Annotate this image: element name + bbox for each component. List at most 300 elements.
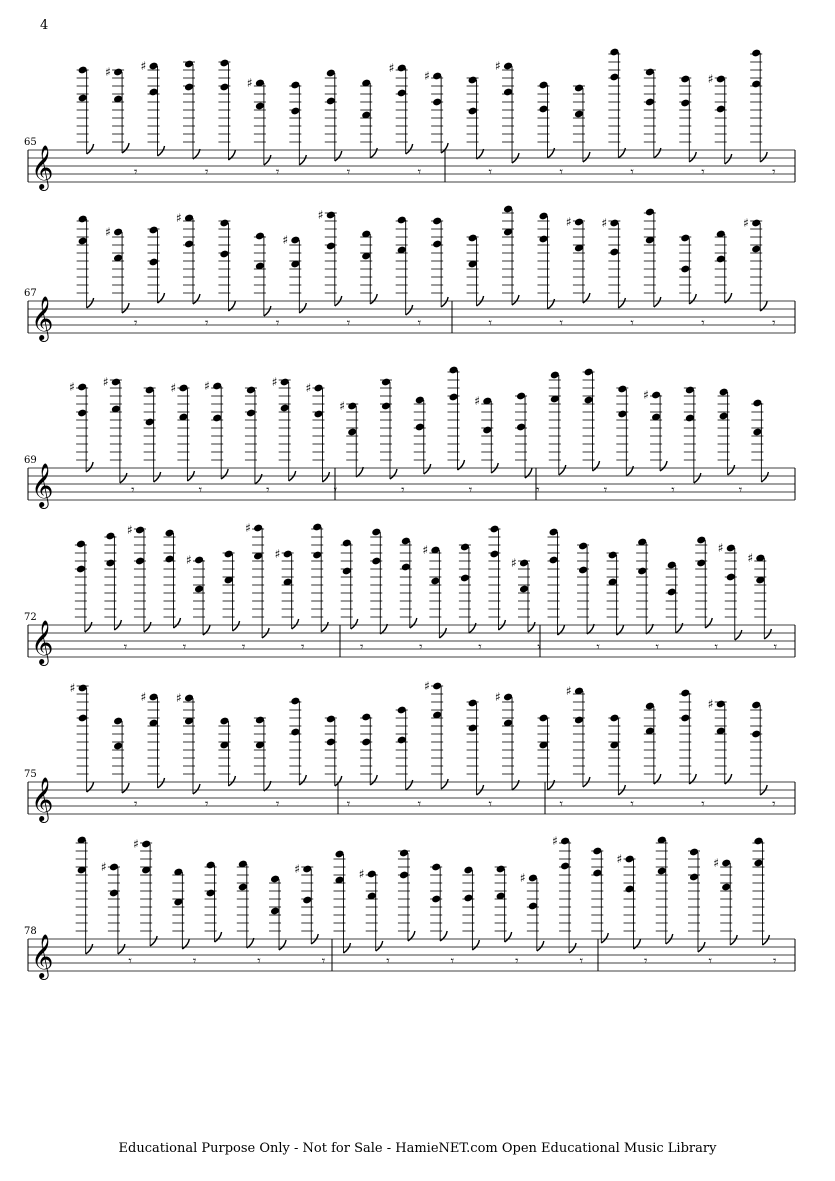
sharp-icon: ♯	[69, 681, 76, 695]
note-chord	[141, 59, 165, 156]
page-number: 4	[40, 18, 49, 33]
note-head	[516, 423, 526, 432]
note-head	[219, 219, 229, 228]
note-head	[361, 713, 371, 722]
treble-clef-icon: 𝄞	[31, 777, 54, 821]
note-chord	[105, 225, 129, 313]
note-head	[290, 728, 300, 737]
note-head	[516, 392, 526, 401]
note-chord	[380, 378, 397, 479]
note-chord	[289, 81, 306, 165]
note-flag	[689, 294, 696, 304]
note-flag	[158, 146, 165, 156]
note-flag	[441, 779, 448, 789]
note-head	[574, 218, 584, 227]
note-flag	[406, 305, 413, 315]
note-head	[326, 97, 336, 106]
note-flag	[299, 775, 306, 785]
note-head	[726, 544, 736, 553]
note-head	[528, 874, 538, 883]
note-chord	[583, 368, 600, 471]
rest-icon: 𝄾	[346, 165, 351, 180]
treble-clef-icon: 𝄞	[31, 934, 54, 978]
sharp-icon: ♯	[510, 556, 517, 570]
rest-icon: 𝄾	[198, 483, 203, 498]
note-head	[680, 234, 690, 243]
note-head	[76, 565, 86, 574]
rest-icon: 𝄾	[772, 954, 777, 969]
note-head	[430, 577, 440, 586]
note-head	[645, 208, 655, 217]
note-head	[148, 62, 158, 71]
treble-clef-icon: 𝄞	[31, 296, 54, 340]
note-head	[578, 542, 588, 551]
note-chord	[396, 216, 413, 315]
note-flag	[537, 941, 544, 951]
note-head	[645, 98, 655, 107]
note-chord	[591, 847, 608, 943]
note-head	[460, 543, 470, 552]
note-head	[397, 736, 407, 745]
note-chord	[488, 525, 505, 630]
note-flag	[618, 148, 625, 158]
sharp-icon: ♯	[133, 837, 139, 851]
note-head	[432, 98, 442, 107]
note-chord	[183, 60, 200, 159]
note-head	[184, 83, 194, 92]
note-head	[313, 384, 323, 393]
note-head	[326, 242, 336, 251]
note-chord	[127, 523, 151, 632]
note-flag	[583, 293, 590, 303]
note-head	[255, 716, 265, 725]
note-chord	[104, 532, 121, 630]
note-flag	[150, 936, 157, 946]
note-flag	[760, 152, 767, 162]
note-head	[721, 859, 731, 868]
note-head	[212, 414, 222, 423]
note-flag	[292, 619, 299, 629]
note-head	[219, 717, 229, 726]
note-flag	[122, 303, 129, 313]
note-flag	[390, 469, 397, 479]
sharp-icon: ♯	[713, 856, 720, 870]
note-head	[608, 551, 618, 560]
note-head	[238, 883, 248, 892]
note-flag	[441, 297, 448, 307]
note-flag	[122, 783, 129, 793]
rest-icon: 𝄾	[321, 954, 326, 969]
note-flag	[87, 298, 94, 308]
note-flag	[705, 618, 712, 628]
note-chord	[616, 385, 633, 476]
note-head	[645, 702, 655, 711]
note-head	[113, 68, 123, 77]
note-chord	[549, 371, 566, 475]
note-flag	[87, 144, 94, 154]
note-chord	[77, 66, 94, 154]
note-head	[696, 559, 706, 568]
note-head	[164, 555, 174, 564]
note-flag	[120, 473, 127, 483]
note-head	[312, 523, 322, 532]
note-head	[109, 863, 119, 872]
note-head	[194, 556, 204, 565]
note-flag	[689, 774, 696, 784]
note-flag	[583, 152, 590, 162]
note-chord	[76, 836, 93, 954]
note-flag	[144, 622, 151, 632]
sharp-icon: ♯	[616, 852, 623, 866]
sharp-icon: ♯	[495, 59, 501, 73]
note-head	[574, 716, 584, 725]
note-head	[77, 383, 87, 392]
note-head	[609, 48, 619, 57]
note-chord	[708, 697, 732, 784]
note-chord	[743, 216, 767, 311]
note-chord	[275, 547, 299, 629]
note-head	[342, 539, 352, 548]
note-head	[342, 567, 352, 576]
note-chord	[752, 837, 769, 945]
note-chord	[467, 76, 484, 159]
note-head	[503, 693, 513, 702]
note-head	[617, 410, 627, 419]
note-head	[574, 84, 584, 93]
rest-icon: 𝄾	[300, 640, 305, 655]
note-chord	[666, 561, 683, 633]
sharp-icon: ♯	[282, 233, 289, 247]
note-flag	[424, 464, 431, 474]
note-flag	[264, 306, 271, 316]
note-flag	[512, 780, 519, 790]
note-head	[503, 62, 513, 71]
note-head	[716, 255, 726, 264]
note-head	[463, 894, 473, 903]
note-head	[431, 895, 441, 904]
note-chord	[101, 860, 125, 954]
sharp-icon: ♯	[175, 691, 182, 705]
note-head	[313, 410, 323, 419]
treble-clef-icon: 𝄞	[31, 620, 54, 664]
rest-icon: 𝄾	[714, 640, 718, 655]
note-head	[145, 418, 155, 427]
note-flag	[173, 618, 180, 628]
note-flag	[569, 943, 576, 953]
rest-icon: 𝄾	[333, 483, 338, 498]
note-head	[367, 870, 377, 879]
note-head	[401, 537, 411, 546]
rest-icon: 𝄾	[128, 954, 132, 969]
note-flag	[761, 472, 768, 482]
note-head	[135, 526, 145, 535]
note-chord	[163, 529, 180, 628]
rest-icon: 𝄾	[204, 316, 209, 331]
rest-icon: 𝄾	[559, 797, 563, 812]
note-head	[290, 81, 300, 90]
note-flag	[654, 297, 661, 307]
note-chord	[103, 375, 127, 483]
rest-icon: 𝄾	[630, 165, 634, 180]
note-chord	[218, 717, 235, 786]
note-head	[519, 559, 529, 568]
sharp-icon: ♯	[643, 388, 649, 402]
measure-number: 65	[24, 137, 37, 148]
note-flag	[406, 780, 413, 790]
sharp-icon: ♯	[565, 684, 572, 698]
sharp-icon: ♯	[294, 862, 301, 876]
note-chord	[713, 856, 737, 945]
note-chord	[341, 539, 358, 629]
note-head	[578, 566, 588, 575]
note-flag	[86, 944, 93, 954]
note-head	[609, 219, 619, 228]
note-flag	[118, 944, 125, 954]
note-head	[657, 867, 667, 876]
measure-number: 78	[24, 926, 37, 937]
note-chord	[339, 399, 363, 477]
note-head	[752, 399, 762, 408]
rest-icon: 𝄾	[701, 797, 705, 812]
sharp-icon: ♯	[422, 543, 429, 557]
note-head	[401, 563, 411, 572]
note-flag	[676, 623, 683, 633]
note-head	[347, 428, 357, 437]
note-head	[148, 226, 158, 235]
note-flag	[376, 941, 383, 951]
sharp-icon: ♯	[175, 211, 182, 225]
note-flag	[626, 466, 633, 476]
note-flag	[255, 474, 262, 484]
note-head	[431, 863, 441, 872]
rest-icon: 𝄾	[773, 640, 778, 655]
note-head	[584, 396, 594, 405]
note-chord	[237, 860, 254, 948]
note-chord	[750, 701, 767, 795]
note-head	[381, 378, 391, 387]
note-head	[76, 540, 86, 549]
note-head	[105, 532, 115, 541]
note-flag	[617, 625, 624, 635]
note-head	[219, 59, 229, 68]
rest-icon: 𝄾	[515, 954, 519, 969]
note-flag	[528, 622, 535, 632]
note-head	[399, 849, 409, 858]
rest-icon: 𝄾	[266, 483, 270, 498]
note-flag	[158, 293, 165, 303]
staff-system	[24, 679, 795, 823]
note-head	[78, 684, 88, 693]
note-chord	[467, 234, 484, 306]
note-head	[270, 875, 280, 884]
rest-icon: 𝄾	[772, 165, 776, 180]
note-chord	[218, 219, 235, 311]
note-head	[503, 205, 513, 214]
note-head	[397, 216, 407, 225]
note-head	[397, 706, 407, 715]
note-head	[584, 368, 594, 377]
note-head	[381, 402, 391, 411]
note-head	[255, 232, 265, 241]
note-head	[637, 567, 647, 576]
note-chord	[414, 396, 431, 474]
note-flag	[233, 621, 240, 631]
note-head	[164, 529, 174, 538]
note-flag	[587, 624, 594, 634]
note-head	[206, 861, 216, 870]
note-flag	[634, 939, 641, 949]
note-chord	[644, 702, 661, 784]
note-head	[468, 107, 478, 116]
note-head	[109, 889, 119, 898]
note-head	[415, 396, 425, 405]
rest-icon: 𝄾	[346, 797, 351, 812]
note-flag	[547, 780, 554, 790]
note-head	[667, 561, 677, 570]
note-head	[113, 228, 123, 237]
note-chord	[750, 49, 767, 162]
note-chord	[617, 852, 641, 949]
note-head	[326, 715, 336, 724]
note-chord	[247, 76, 271, 165]
rest-icon: 𝄾	[134, 797, 138, 812]
note-head	[145, 386, 155, 395]
note-flag	[525, 468, 532, 478]
note-flag	[689, 152, 696, 162]
note-chord	[502, 205, 519, 305]
treble-clef-icon: 𝄞	[31, 463, 54, 507]
note-head	[184, 60, 194, 69]
note-flag	[203, 625, 210, 635]
note-chord	[515, 392, 532, 478]
rest-icon: 𝄾	[134, 316, 138, 331]
note-chord	[430, 863, 447, 941]
note-head	[280, 404, 290, 413]
note-flag	[593, 461, 600, 471]
note-head	[194, 585, 204, 594]
note-flag	[370, 148, 377, 158]
note-head	[609, 714, 619, 723]
note-flag	[660, 461, 667, 471]
note-chord	[112, 717, 129, 793]
rest-icon: 𝄾	[559, 316, 563, 331]
note-chord	[537, 714, 554, 790]
rest-icon: 𝄾	[401, 483, 405, 498]
sharp-icon: ♯	[474, 394, 481, 408]
sharp-icon: ♯	[271, 375, 278, 389]
note-head	[468, 76, 478, 85]
note-head	[592, 847, 602, 856]
note-head	[489, 550, 499, 559]
note-head	[751, 219, 761, 228]
rest-icon: 𝄾	[772, 797, 776, 812]
note-chord	[495, 865, 512, 942]
note-head	[290, 236, 300, 245]
note-chord	[204, 379, 228, 479]
note-chord	[715, 230, 732, 303]
sharp-icon: ♯	[339, 399, 346, 413]
measure-number: 67	[24, 288, 37, 299]
note-chord	[70, 681, 94, 792]
note-head	[77, 409, 87, 418]
note-chord	[643, 388, 667, 471]
sharp-icon: ♯	[707, 72, 714, 86]
rest-icon: 𝄾	[204, 165, 209, 180]
note-chord	[718, 388, 735, 475]
note-chord	[679, 75, 696, 162]
footer-notice: Educational Purpose Only - Not for Sale - HamieNET.com Open Educational Music Library	[118, 1141, 717, 1156]
note-head	[326, 69, 336, 78]
staff-system	[24, 521, 795, 666]
note-chord	[360, 230, 377, 304]
note-flag	[193, 784, 200, 794]
treble-clef-icon: 𝄞	[31, 145, 54, 189]
note-head	[548, 556, 558, 565]
note-head	[246, 386, 256, 395]
note-flag	[472, 940, 479, 950]
note-flag	[85, 622, 92, 632]
sharp-icon: ♯	[274, 547, 281, 561]
note-chord	[289, 697, 306, 785]
rest-icon: 𝄾	[346, 316, 351, 331]
note-head	[219, 250, 229, 259]
note-flag	[728, 465, 735, 475]
note-head	[432, 217, 442, 226]
note-head	[468, 699, 478, 708]
note-head	[312, 551, 322, 560]
note-head	[184, 694, 194, 703]
note-flag	[410, 618, 417, 628]
note-flag	[247, 938, 254, 948]
note-chord	[148, 226, 165, 303]
note-flag	[380, 624, 387, 634]
rest-icon: 𝄾	[386, 954, 390, 969]
note-chord	[644, 208, 661, 307]
note-flag	[406, 144, 413, 154]
note-head	[206, 889, 216, 898]
note-flag	[264, 781, 271, 791]
note-head	[721, 883, 731, 892]
note-head	[113, 742, 123, 751]
note-head	[716, 75, 726, 84]
note-head	[361, 738, 371, 747]
note-flag	[86, 462, 93, 472]
note-head	[270, 907, 280, 916]
note-head	[716, 700, 726, 709]
note-flag	[512, 295, 519, 305]
rest-icon: 𝄾	[360, 640, 364, 655]
note-flag	[725, 774, 732, 784]
note-flag	[458, 460, 465, 470]
note-head	[347, 402, 357, 411]
note-flag	[469, 623, 476, 633]
note-head	[592, 869, 602, 878]
rest-icon: 𝄾	[204, 797, 209, 812]
note-head	[685, 414, 695, 423]
note-head	[326, 738, 336, 747]
note-chord	[552, 834, 576, 953]
sharp-icon: ♯	[246, 76, 253, 90]
note-head	[667, 588, 677, 597]
rest-icon: 𝄾	[701, 165, 705, 180]
rest-icon: 𝄾	[738, 483, 743, 498]
rest-icon: 𝄾	[468, 483, 473, 498]
note-flag	[87, 782, 94, 792]
note-head	[528, 902, 538, 911]
rest-icon: 𝄾	[419, 640, 423, 655]
note-chord	[77, 215, 94, 308]
note-chord	[474, 394, 498, 473]
